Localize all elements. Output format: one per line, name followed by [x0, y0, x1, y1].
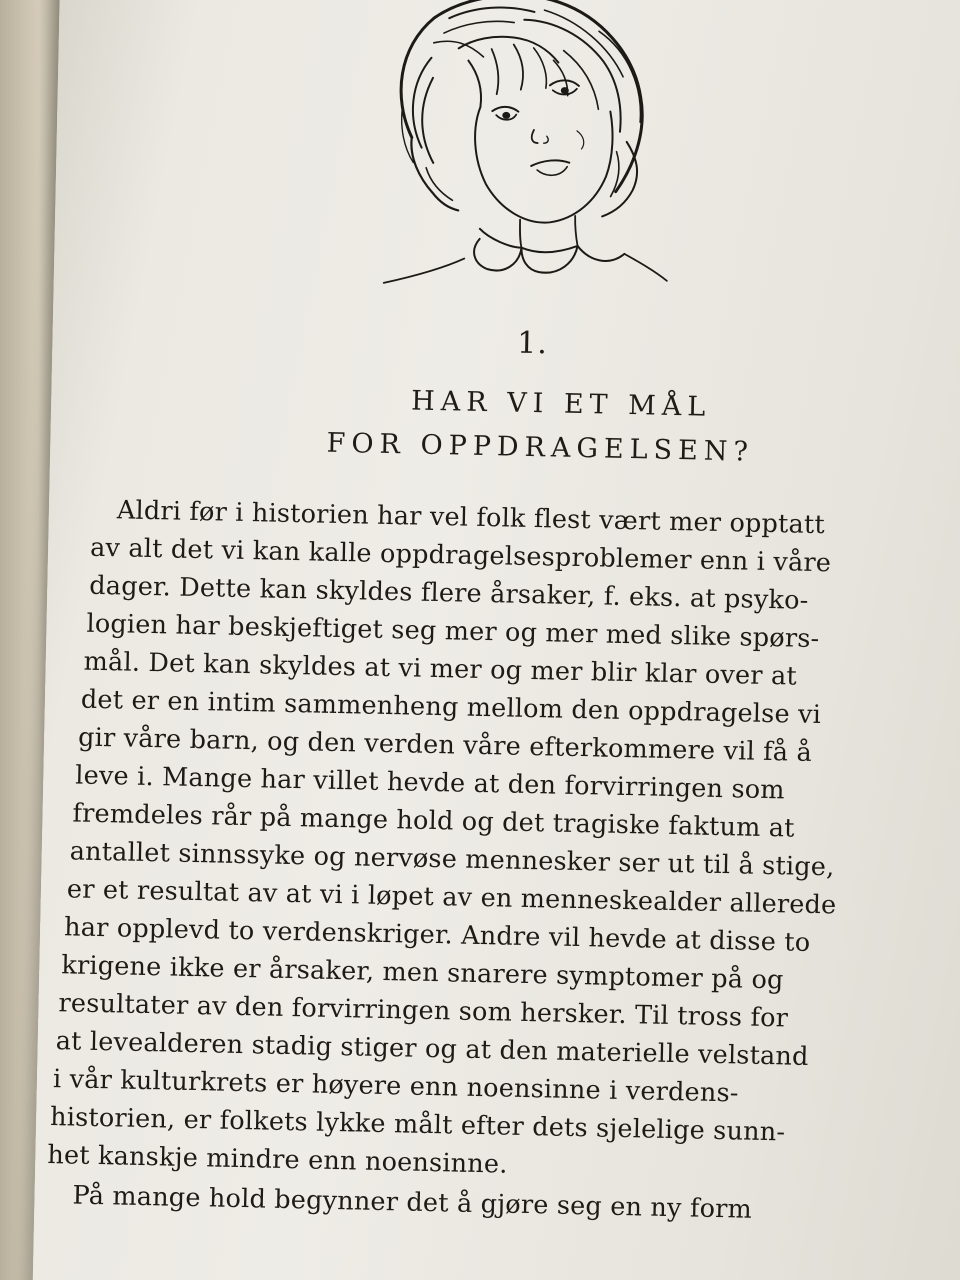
- body-line: historien, er folkets lykke målt efter dets sjelelige sunn-: [49, 1102, 786, 1148]
- child-portrait-sketch-icon: [369, 0, 680, 293]
- body-line: det er en intim sammenheng mellom den oppdragelse vi: [80, 684, 822, 731]
- chapter-title-line-1: HAR VI ET MÅL: [410, 385, 712, 423]
- body-line: leve i. Mange har villet hevde at den forvirringen som: [75, 760, 786, 806]
- body-line: het kanskje mindre enn noensinne.: [47, 1139, 508, 1180]
- body-line: er et resultat av at vi i løpet av en menneskealder allerede: [66, 874, 837, 921]
- body-line: Aldri før i historien har vel folk flest vært mer opptatt: [116, 495, 826, 541]
- body-line: har opplevd to verdenskriger. Andre vil hevde at disse to: [63, 912, 811, 958]
- body-line: i vår kulturkrets er høyere enn noensinne i verdens-: [52, 1064, 739, 1109]
- chapter-title-line-2: FOR OPPDRAGELSEN?: [326, 427, 755, 468]
- body-line: krigene ikke er årsaker, men snarere symptomer på og: [61, 950, 784, 996]
- body-line: av alt det vi kan kalle oppdragelsesproblemer enn i våre: [89, 532, 832, 579]
- body-line: mål. Det kan skyldes at vi mer og mer blir klar over at: [83, 646, 798, 692]
- body-line: logien har beskjeftiget seg mer og mer med slike spørs-: [86, 608, 820, 655]
- body-line: resultater av den forvirringen som hersker. Til tross for: [58, 988, 789, 1034]
- book-page: [32, 0, 960, 1280]
- body-line: På mange hold begynner det å gjøre seg en ny form: [72, 1180, 753, 1225]
- body-line: antallet sinnssyke og nervøse mennesker ser ut til å stige,: [69, 836, 835, 883]
- body-line: at levealderen stadig stiger og at den materielle velstand: [55, 1026, 809, 1072]
- body-line: gir våre barn, og den verden våre efterkommere vil få å: [77, 722, 813, 768]
- body-line: dager. Dette kan skyldes flere årsaker, f. eks. at psyko-: [89, 570, 809, 616]
- chapter-number: 1.: [516, 325, 549, 362]
- body-line: fremdeles rår på mange hold og det tragiske faktum at: [72, 798, 795, 844]
